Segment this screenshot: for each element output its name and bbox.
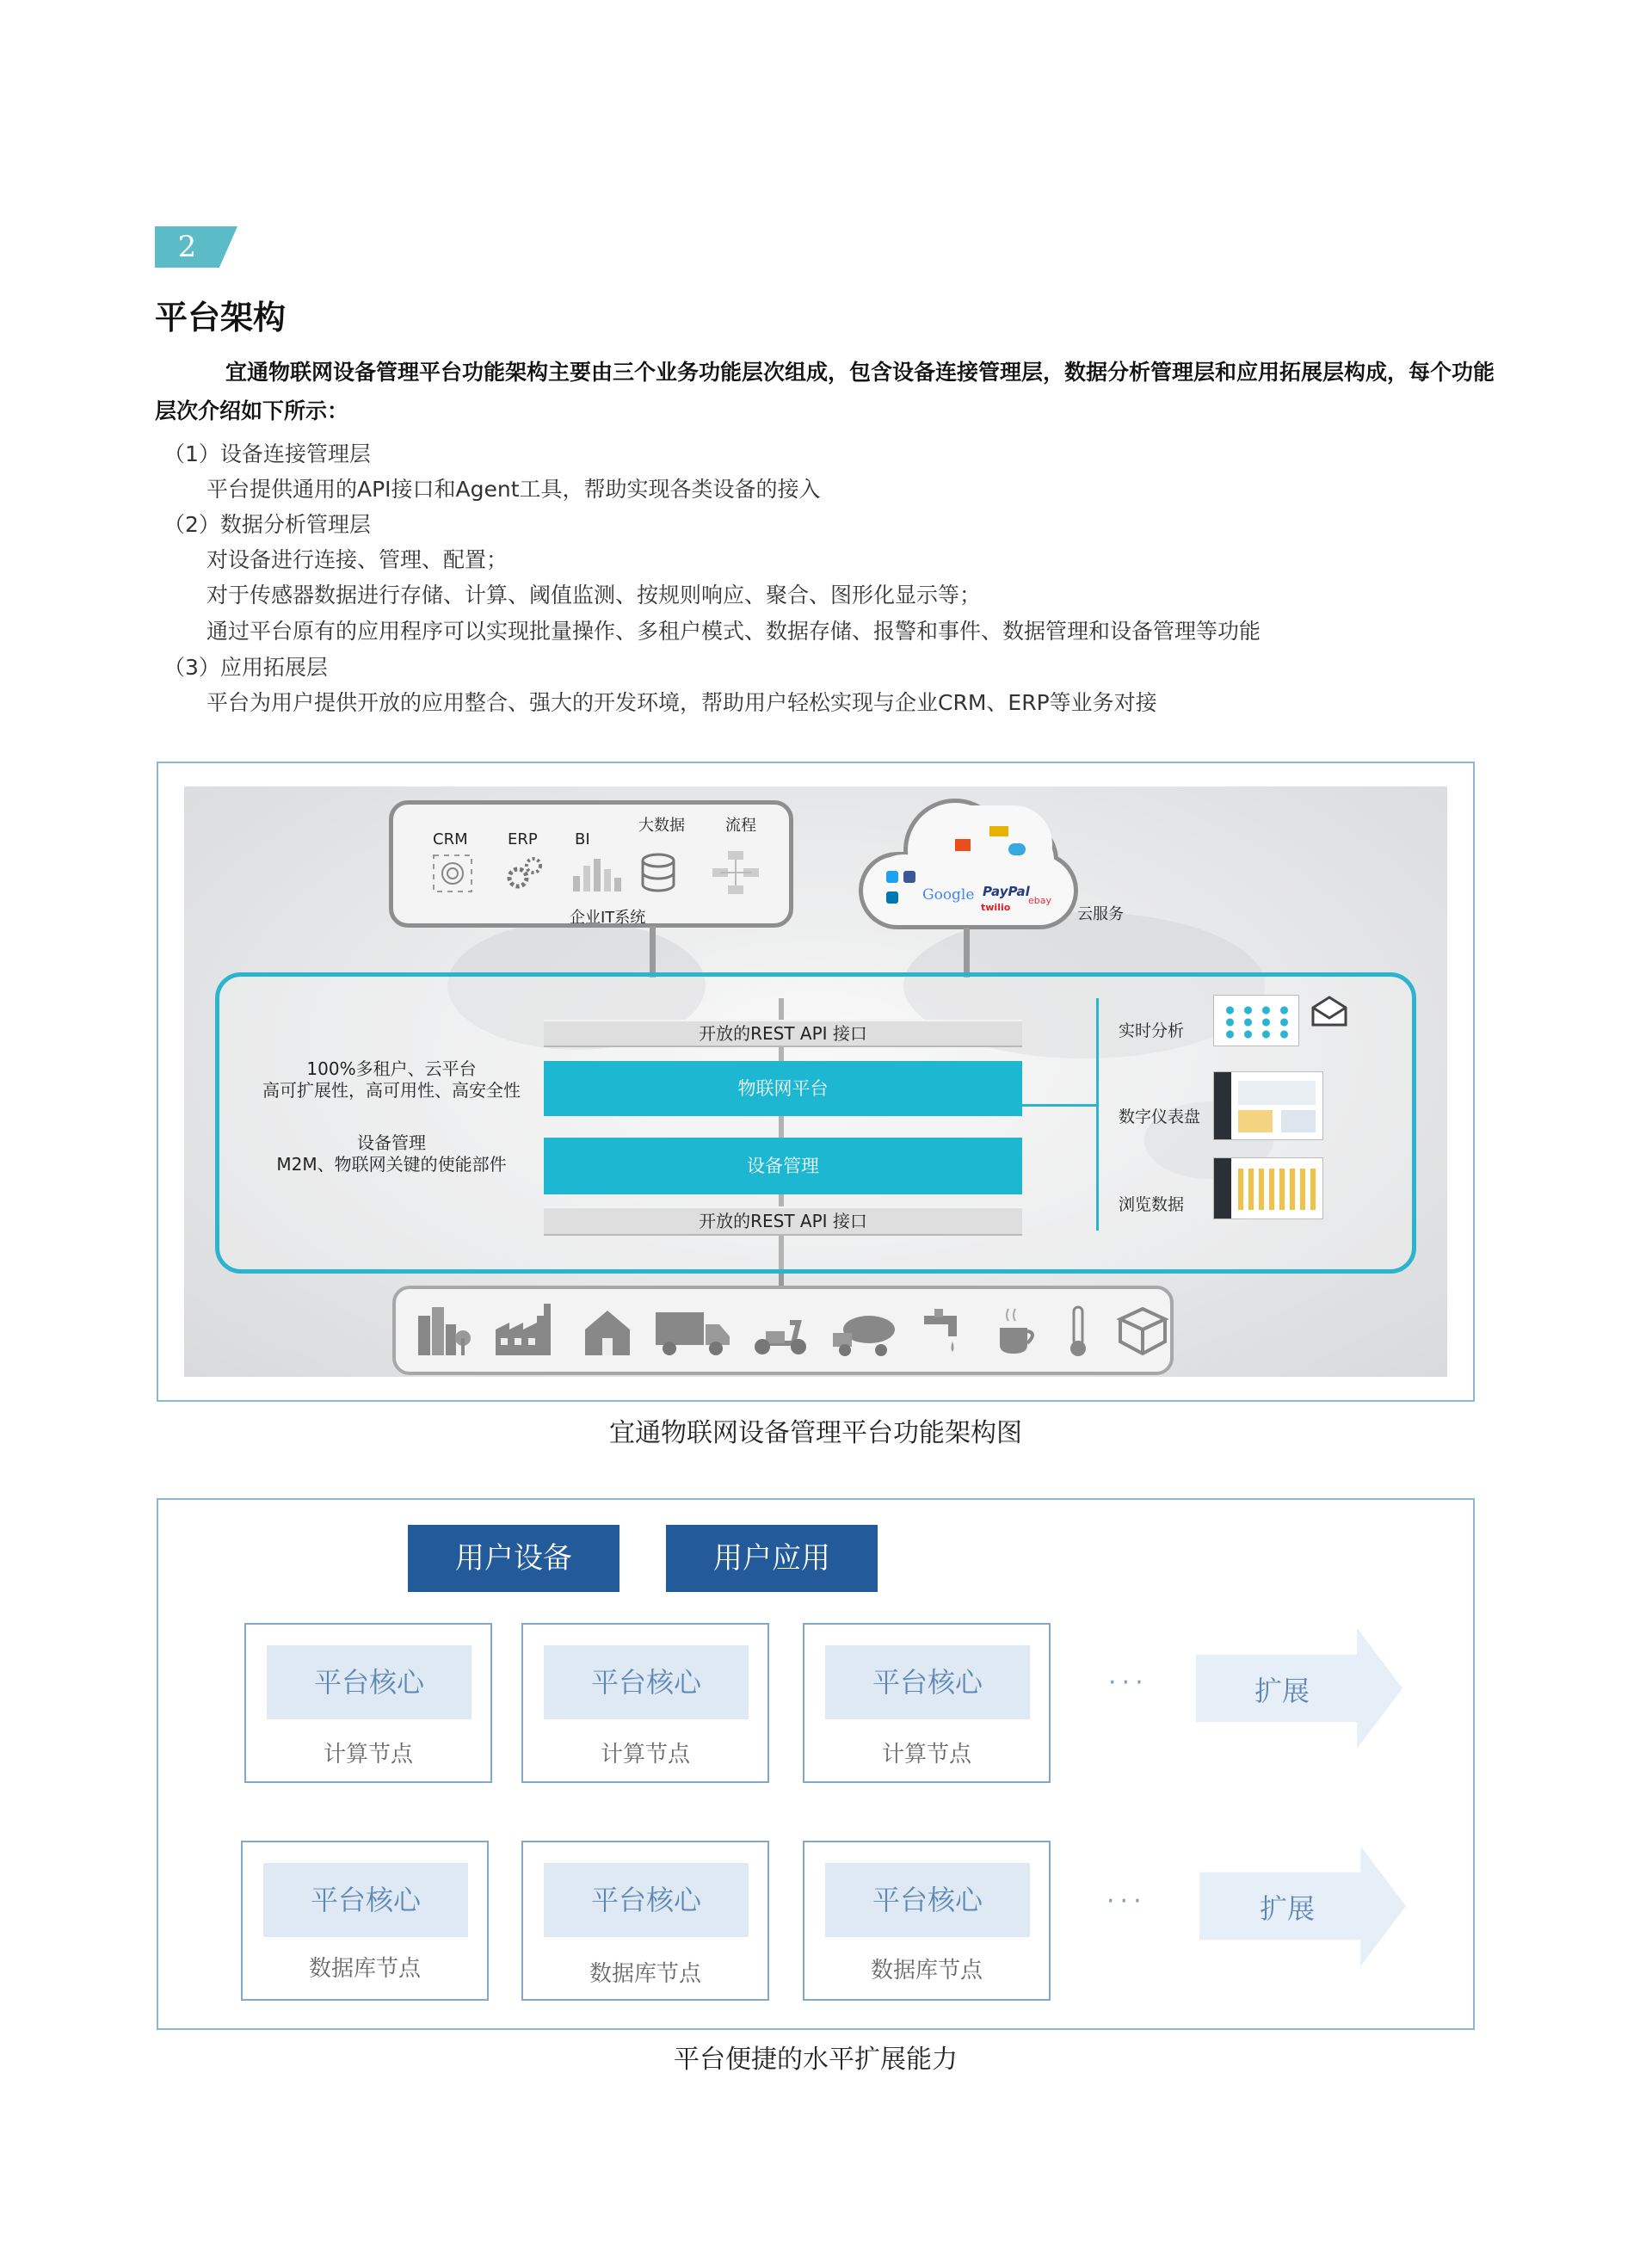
intro-text: 宜通物联网设备管理平台功能架构主要由三个业务功能层次组成，包含设备连接管理层，数据分析管理层和应用拓展层构成，每个功能层次介绍如下所示： bbox=[155, 360, 1495, 423]
layer-3-title: （3）应用拓展层 bbox=[163, 655, 328, 680]
left-note-device bbox=[250, 1132, 533, 1175]
bracket-line bbox=[1096, 998, 1099, 1231]
gears-icon bbox=[499, 852, 551, 895]
it-label-erp: ERP bbox=[508, 830, 538, 848]
layer-1-title: （1）设备连接管理层 bbox=[163, 441, 371, 466]
user-application-block: 用户应用 bbox=[666, 1525, 878, 1592]
label-browse-data: 浏览数据 bbox=[1119, 1195, 1185, 1214]
twitter-icon bbox=[886, 871, 898, 883]
salesforce-icon bbox=[1008, 843, 1026, 855]
thumb-dots bbox=[1221, 1004, 1293, 1039]
intro-paragraph bbox=[155, 353, 1497, 430]
linkedin-icon bbox=[886, 891, 898, 904]
layer-1-line-1: 平台提供通用的API接口和Agent工具，帮助实现各类设备的接入 bbox=[206, 477, 821, 502]
platform-core-label: 平台核心 bbox=[263, 1863, 468, 1937]
compute-node-label: 计算节点 bbox=[600, 1742, 690, 1768]
compute-node-label: 计算节点 bbox=[881, 1742, 971, 1768]
label-digital-dashboard: 数字仪表盘 bbox=[1119, 1107, 1201, 1126]
database-node-card bbox=[803, 1841, 1051, 2001]
city-icon bbox=[413, 1304, 473, 1359]
database-node-label: 数据库节点 bbox=[870, 1958, 983, 1983]
section-title: 平台架构 bbox=[155, 298, 287, 336]
rest-api-top-bar: 开放的REST API 接口 bbox=[544, 1020, 1022, 1047]
database-node-label: 数据库节点 bbox=[589, 1961, 701, 1987]
flowchart-icon bbox=[706, 848, 766, 899]
cloud-fill bbox=[910, 805, 1052, 883]
thumb-panel bbox=[1281, 1110, 1316, 1132]
layer-2-line-1: 对设备进行连接、管理、配置； bbox=[206, 547, 509, 572]
platform-core-label: 平台核心 bbox=[825, 1863, 1030, 1937]
thumb-panel bbox=[1238, 1110, 1273, 1132]
more-database-nodes-ellipsis: ··· bbox=[1106, 1886, 1147, 1916]
it-label-bigdata: 大数据 bbox=[638, 817, 685, 835]
it-label-process: 流程 bbox=[725, 817, 756, 835]
compute-node-card bbox=[803, 1623, 1051, 1783]
brand-logo-icon bbox=[989, 826, 1008, 836]
twilio-logo: twilio bbox=[981, 902, 1011, 913]
platform-core-label: 平台核心 bbox=[544, 1863, 749, 1937]
iot-platform-bar: 物联网平台 bbox=[544, 1061, 1022, 1116]
left-note-line: M2M、物联网关键的使能部件 bbox=[276, 1154, 507, 1175]
realtime-analysis-thumbnail bbox=[1213, 995, 1299, 1046]
thumb-sidebar bbox=[1214, 1158, 1231, 1218]
platform-core-label: 平台核心 bbox=[544, 1645, 749, 1719]
connector-line bbox=[964, 928, 970, 978]
connector-line bbox=[650, 926, 656, 978]
compute-node-label: 计算节点 bbox=[323, 1742, 413, 1768]
user-device-block: 用户设备 bbox=[408, 1525, 620, 1592]
brand-logo-icon bbox=[955, 839, 971, 851]
section-number: 2 bbox=[177, 230, 197, 264]
database-node-card bbox=[521, 1841, 769, 2001]
left-note-line: 高可扩展性，高可用性、高安全性 bbox=[262, 1080, 521, 1101]
database-node-label: 数据库节点 bbox=[308, 1956, 421, 1982]
paypal-logo: PayPal bbox=[983, 884, 1030, 899]
thumb-sidebar bbox=[1214, 1072, 1231, 1139]
label-realtime-analysis: 实时分析 bbox=[1119, 1021, 1185, 1040]
facebook-icon bbox=[903, 871, 915, 883]
database-icon bbox=[637, 852, 680, 895]
browse-data-thumbnail bbox=[1213, 1157, 1323, 1219]
it-label-crm: CRM bbox=[433, 830, 468, 848]
fingerprint-icon bbox=[427, 852, 478, 895]
left-note-line: 设备管理 bbox=[357, 1132, 426, 1153]
it-label-bi: BI bbox=[575, 830, 590, 848]
thumb-bars bbox=[1238, 1169, 1316, 1210]
bi-chart-icon bbox=[568, 852, 637, 895]
mail-icon bbox=[1310, 994, 1349, 1028]
factory-icon bbox=[492, 1304, 561, 1359]
layer-2-title: （2）数据分析管理层 bbox=[163, 512, 371, 537]
platform-core-label: 平台核心 bbox=[825, 1645, 1030, 1719]
box-icon bbox=[1115, 1304, 1170, 1359]
expand-label: 扩展 bbox=[1254, 1675, 1310, 1707]
ebay-logo: ebay bbox=[1028, 895, 1052, 906]
figure2-caption: 平台便捷的水平扩展能力 bbox=[674, 2045, 958, 2075]
rest-api-bottom-bar: 开放的REST API 接口 bbox=[544, 1206, 1022, 1236]
left-note-line: 100%多租户、云平台 bbox=[306, 1058, 477, 1079]
google-logo: Google bbox=[922, 886, 975, 904]
coffee-cup-icon bbox=[991, 1304, 1043, 1359]
truck-icon bbox=[654, 1304, 731, 1359]
enterprise-it-title: 企业IT系统 bbox=[570, 909, 646, 927]
compute-node-card bbox=[244, 1623, 492, 1783]
cloud-service-title: 云服务 bbox=[1077, 905, 1124, 923]
figure1-caption: 宜通物联网设备管理平台功能架构图 bbox=[609, 1418, 1022, 1448]
bracket-line bbox=[1022, 1104, 1096, 1107]
more-compute-nodes-ellipsis: ··· bbox=[1108, 1668, 1149, 1698]
expand-label: 扩展 bbox=[1259, 1892, 1315, 1925]
thumb-map bbox=[1238, 1081, 1316, 1105]
platform-core-label: 平台核心 bbox=[267, 1645, 472, 1719]
house-icon bbox=[580, 1304, 635, 1359]
left-note-platform bbox=[250, 1058, 533, 1101]
faucet-icon bbox=[917, 1304, 972, 1359]
layer-2-line-3: 通过平台原有的应用程序可以实现批量操作、多租户模式、数据存储、报警和事件、数据管理和设备管理等功能 bbox=[206, 619, 1261, 644]
device-icon-row bbox=[413, 1304, 1170, 1359]
dashboard-thumbnail bbox=[1213, 1071, 1323, 1140]
compute-node-card bbox=[521, 1623, 769, 1783]
thermometer-icon bbox=[1062, 1304, 1096, 1359]
tanker-icon bbox=[829, 1304, 898, 1359]
database-node-card bbox=[241, 1841, 489, 2001]
layer-2-line-2: 对于传感器数据进行存储、计算、阈值监测、按规则响应、聚合、图形化显示等； bbox=[206, 583, 982, 608]
scooter-icon bbox=[750, 1304, 811, 1359]
layer-3-line-1: 平台为用户提供开放的应用整合、强大的开发环境，帮助用户轻松实现与企业CRM、ERP等业务对接 bbox=[206, 690, 1157, 715]
device-management-bar: 设备管理 bbox=[544, 1138, 1022, 1194]
